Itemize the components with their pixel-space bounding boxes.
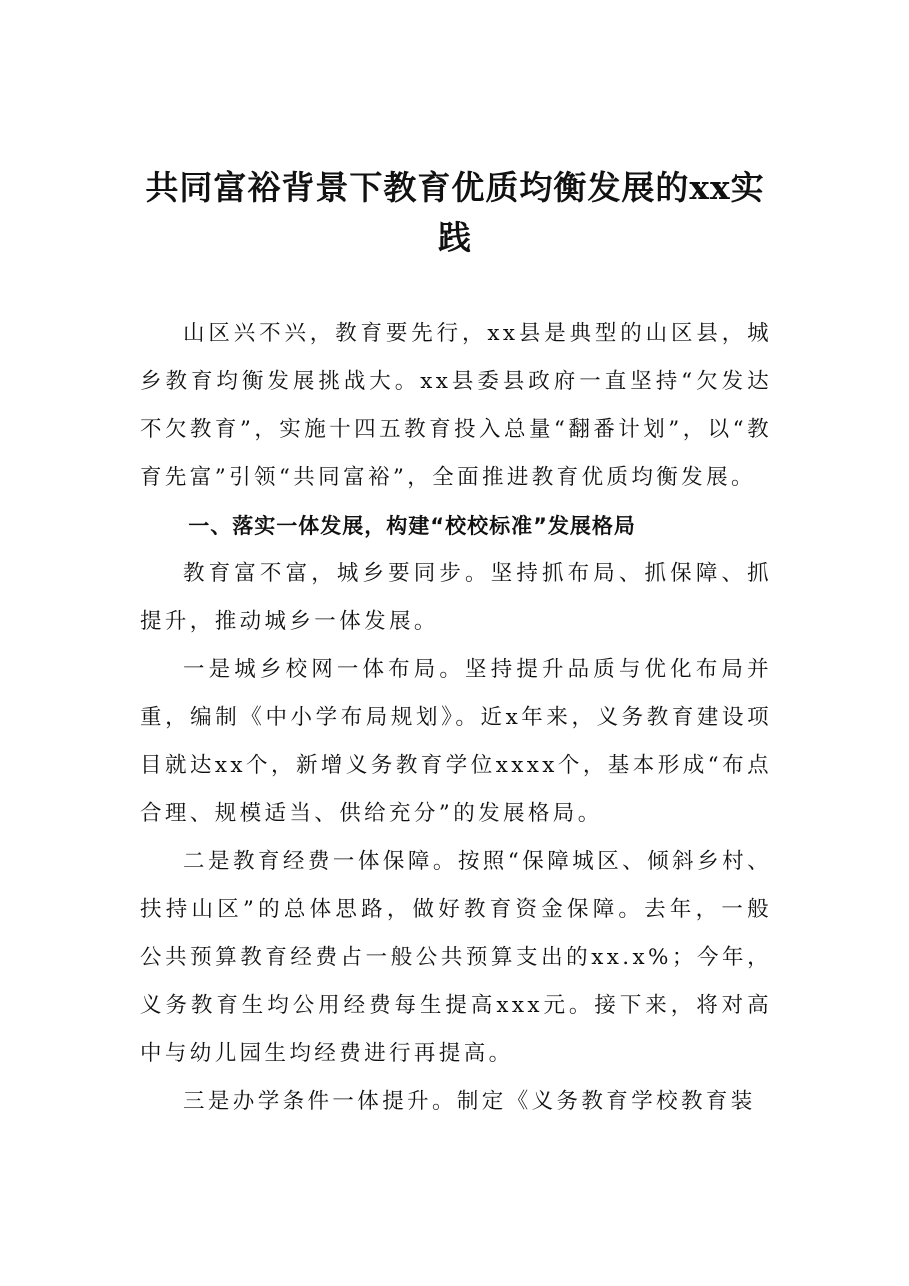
section1-paragraph-funding: 二是教育经费一体保障。按照“保障城区、倾斜乡村、扶持山区”的总体思路，做好教育资金保障。去年，一般公共预算教育经费占一般公共预算支出的xx.x%；今年，义务教育生均公用经费每生提高xxx元。接下来，将对高中与幼儿园生均经费进行再提高。 xyxy=(140,849,772,1066)
intro-paragraph: 山区兴不兴，教育要先行，xx县是典型的山区县，城乡教育均衡发展挑战大。xx县委县政府一直坚持“欠发达不欠教育”，实施十四五教育投入总量“翻番计划”，以“教育先富”引领“共同富裕”，全面推进教育优质均衡发展。 xyxy=(140,321,772,490)
section1-paragraph-intro: 教育富不富，城乡要同步。坚持抓布局、抓保障、抓提升，推动城乡一体发展。 xyxy=(140,561,772,634)
document-body xyxy=(140,310,772,1126)
document-title: 共同富裕背景下教育优质均衡发展的xx实践 xyxy=(145,168,765,257)
section-heading-1: 一、落实一体发展，构建“校校标准”发展格局 xyxy=(188,514,636,538)
section1-paragraph-conditions: 三是办学条件一体提升。制定《义务教育学校教育装 xyxy=(183,1089,756,1114)
section1-paragraph-layout: 一是城乡校网一体布局。坚持提升品质与优化布局并重，编制《中小学布局规划》。近x年来，义务教育建设项目就达xx个，新增义务教育学位xxxx个，基本形成“布点合理、规模适当、供给充分”的发展格局。 xyxy=(140,657,772,826)
